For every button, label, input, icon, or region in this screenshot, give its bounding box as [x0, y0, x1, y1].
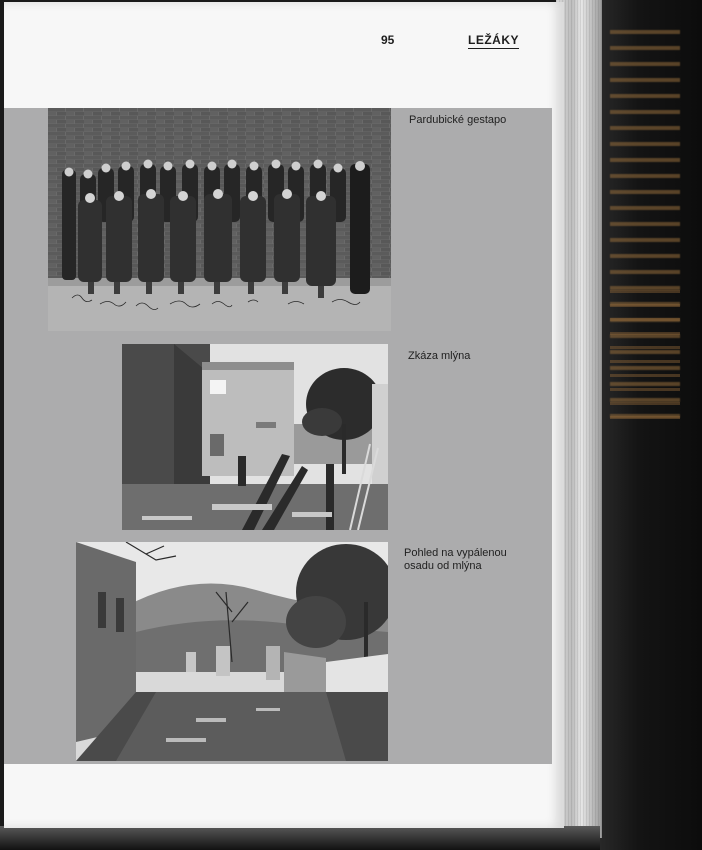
book-bottom-edge [0, 826, 600, 850]
caption-village-line2: osadu od mlýna [404, 560, 482, 572]
book-page [4, 2, 564, 828]
photo-burnt-village [76, 542, 388, 761]
caption-mill: Zkáza mlýna [408, 350, 471, 362]
book-spine [596, 0, 702, 850]
page-number: 95 [381, 33, 395, 47]
running-head: LEŽÁKY [468, 33, 519, 47]
photo-mill-ruins [122, 344, 388, 530]
photo-gestapo-group [48, 108, 391, 331]
spine-decoration-lower [610, 290, 680, 420]
caption-gestapo: Pardubické gestapo [409, 114, 507, 126]
caption-village-line1: Pohled na vypálenou [404, 547, 507, 559]
